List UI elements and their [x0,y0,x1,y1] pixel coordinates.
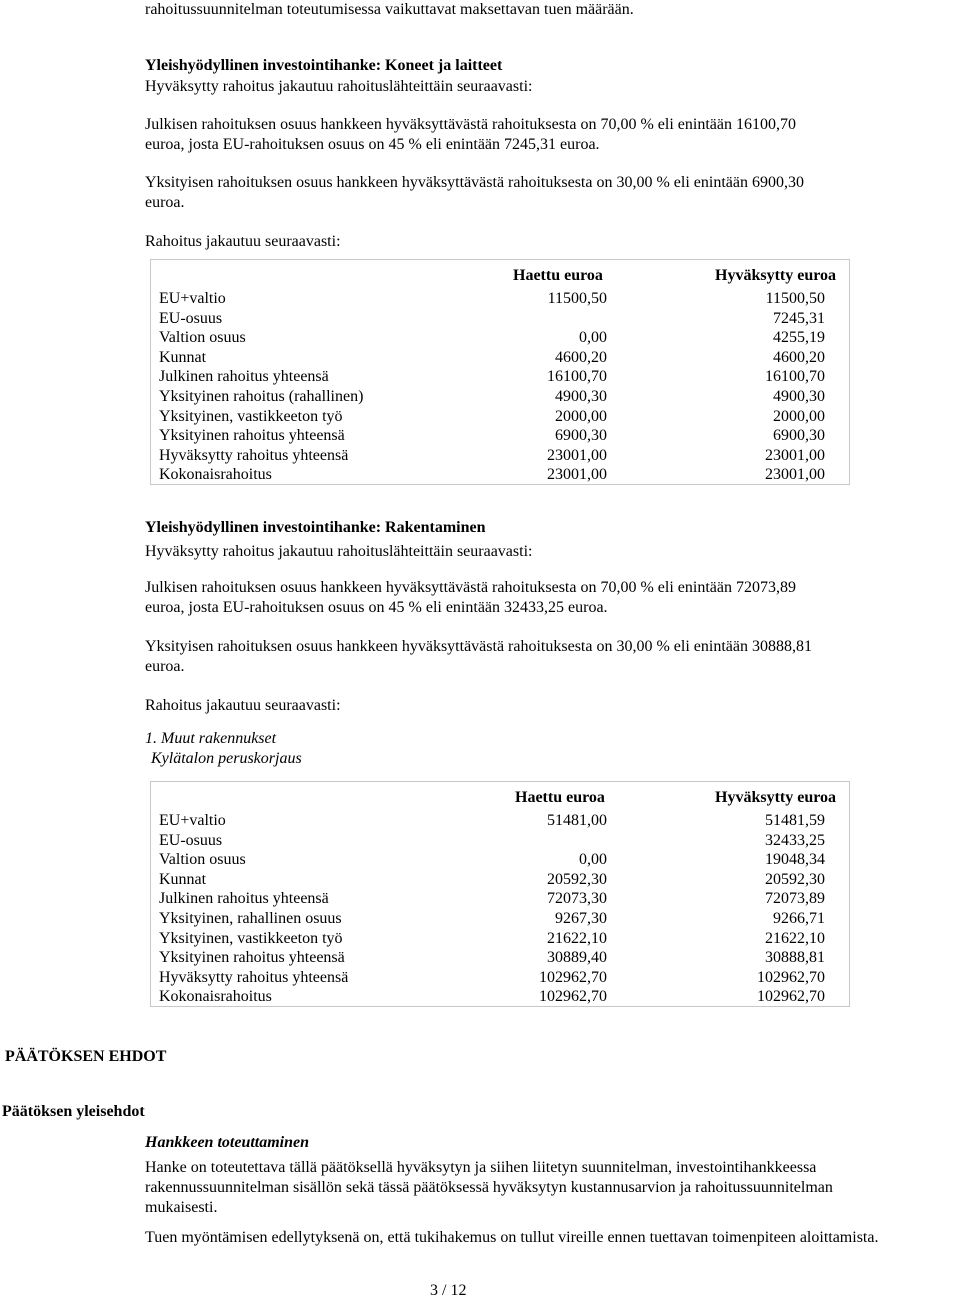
implementation-line2: rakennussuunnitelman sisällön sekä tässä päätöksessä hyväksytyn kustannusarvion ja rahoitussuunnitelman [145,1179,833,1196]
row-haettu-value: 0,00 [579,329,607,347]
row-label: Kokonaisrahoitus [159,988,272,1006]
table-row [151,811,849,831]
table-row [151,929,849,949]
col-header-haettu: Haettu euroa [515,789,605,806]
row-hyvaksytty-value: 9266,71 [773,910,825,927]
table-row [151,328,849,348]
row-hyvaksytty-value: 20592,30 [765,870,825,888]
row-haettu-value: 4600,20 [555,348,607,366]
row-label: Valtion osuus [159,851,246,869]
row-hyvaksytty-value: 102962,70 [757,968,825,986]
row-haettu-value: 72073,30 [547,890,607,908]
row-label: Julkinen rahoitus yhteensä [159,890,329,908]
row-label: EU+valtio [159,290,226,307]
table-row [151,446,849,466]
funding-table-construction [150,781,850,1007]
row-hyvaksytty-value: 4600,20 [773,348,825,366]
row-label: Kokonaisrahoitus [159,466,272,484]
row-haettu-value: 51481,00 [547,812,607,829]
row-haettu-value: 2000,00 [555,407,607,425]
row-label: EU-osuus [159,309,223,327]
row-hyvaksytty-value: 21622,10 [765,929,825,947]
row-hyvaksytty-value: 19048,34 [765,851,825,869]
row-label: Yksityinen rahoitus yhteensä [159,427,345,445]
row-hyvaksytty-value: 23001,00 [765,446,825,464]
page-total: 12 [450,1282,467,1299]
col-header-hyvaksytty: Hyväksytty euroa [715,267,837,284]
row-haettu-value: 9267,30 [555,910,607,927]
row-hyvaksytty-value: 51481,59 [765,812,825,829]
row-haettu-value: 4900,30 [555,388,607,405]
row-hyvaksytty-value: 4900,30 [773,388,825,405]
row-haettu-value: 102962,70 [539,988,607,1006]
table-row [151,367,849,387]
table-row [151,987,849,1007]
section-subheading: Hyväksytty rahoitus jakautuu rahoituslähteittäin seuraavasti: [145,78,533,95]
implementation-title: Hankkeen toteuttaminen [145,1134,310,1151]
row-label: Yksityinen, vastikkeeton työ [159,407,343,425]
item-subtitle: Kylätalon peruskorjaus [151,750,302,767]
row-label: Yksityinen, vastikkeeton työ [159,929,343,947]
row-label: Kunnat [159,348,207,366]
page-separator: / [442,1282,451,1299]
row-hyvaksytty-value: 102962,70 [757,988,825,1006]
row-haettu-value: 23001,00 [547,466,607,484]
row-label: Kunnat [159,870,207,888]
row-label: Yksityinen rahoitus yhteensä [159,949,345,967]
table-row [151,870,849,890]
row-haettu-value: 11500,50 [547,290,607,307]
row-label: Hyväksytty rahoitus yhteensä [159,446,349,464]
section-subheading: Hyväksytty rahoitus jakautuu rahoituslähteittäin seuraavasti: [145,543,533,560]
row-haettu-value: 16100,70 [547,368,607,386]
row-hyvaksytty-value: 32433,25 [765,831,825,849]
table-row [151,289,849,309]
row-hyvaksytty-value: 23001,00 [765,466,825,484]
row-hyvaksytty-value: 16100,70 [765,368,825,386]
row-hyvaksytty-value: 11500,50 [765,290,825,307]
private-funding-line2: euroa. [145,194,185,211]
row-label: Hyväksytty rahoitus yhteensä [159,968,349,986]
row-hyvaksytty-value: 30888,81 [765,949,825,967]
row-hyvaksytty-value: 4255,19 [773,329,825,347]
row-haettu-value: 21622,10 [547,929,607,947]
page-number [430,1281,466,1301]
item-title: 1. Muut rakennukset [145,730,277,747]
funding-table-machines [150,259,850,485]
row-label: EU+valtio [159,812,226,829]
continuation-line: rahoitussuunnitelman toteutumisessa vaikuttavat maksettavan tuen määrään. [145,1,634,18]
row-haettu-value: 0,00 [579,851,607,869]
row-label: Yksityinen rahoitus (rahallinen) [159,388,364,405]
table-row [151,850,849,870]
table-row [151,889,849,909]
implementation-line3: mukaisesti. [145,1199,218,1216]
public-funding-line1: Julkisen rahoituksen osuus hankkeen hyväksyttävästä rahoituksesta on 70,00 % eli enintään 16100,70 [145,116,796,133]
private-funding-line1: Yksityisen rahoituksen osuus hankkeen hyväksyttävästä rahoituksesta on 30,00 % eli enintään 6900,30 [145,174,804,191]
row-haettu-value: 20592,30 [547,870,607,888]
row-hyvaksytty-value: 72073,89 [765,890,825,908]
table-row [151,465,849,485]
implementation-line1: Hanke on toteutettava tällä päätöksellä hyväksytyn ja siihen liitetyn suunnitelman, investointihankkeessa [145,1159,817,1176]
table-row [151,831,849,851]
split-label: Rahoitus jakautuu seuraavasti: [145,233,341,250]
table-row [151,948,849,968]
table-row [151,407,849,427]
table-row [151,348,849,368]
section-heading-machines: Yleishyödyllinen investointihanke: Koneet ja laitteet [145,57,503,74]
public-funding-line1: Julkisen rahoituksen osuus hankkeen hyväksyttävästä rahoituksesta on 70,00 % eli enintään 72073,89 [145,579,796,596]
decision-subheading: Päätöksen yleisehdot [2,1103,145,1120]
col-header-haettu: Haettu euroa [513,267,603,284]
decision-heading: PÄÄTÖKSEN EHDOT [5,1048,167,1065]
row-haettu-value: 23001,00 [547,446,607,464]
public-funding-line2: euroa, josta EU-rahoituksen osuus on 45 % eli enintään 32433,25 euroa. [145,599,608,616]
table-row [151,387,849,407]
section-heading-construction: Yleishyödyllinen investointihanke: Rakentaminen [145,519,486,536]
private-funding-line2: euroa. [145,658,185,675]
table-row [151,426,849,446]
row-label: Yksityinen, rahallinen osuus [159,910,342,927]
row-haettu-value: 102962,70 [539,968,607,986]
table-row [151,968,849,988]
row-haettu-value: 30889,40 [547,949,607,967]
split-label: Rahoitus jakautuu seuraavasti: [145,697,341,714]
col-header-hyvaksytty: Hyväksytty euroa [715,789,837,806]
row-haettu-value: 6900,30 [555,427,607,445]
row-label: Valtion osuus [159,329,246,347]
public-funding-line2: euroa, josta EU-rahoituksen osuus on 45 % eli enintään 7245,31 euroa. [145,136,600,153]
row-label: Julkinen rahoitus yhteensä [159,368,329,386]
row-hyvaksytty-value: 2000,00 [773,407,825,425]
row-hyvaksytty-value: 6900,30 [773,427,825,445]
private-funding-line1: Yksityisen rahoituksen osuus hankkeen hyväksyttävästä rahoituksesta on 30,00 % eli enintään 30888,81 [145,638,812,655]
table-row [151,309,849,329]
row-hyvaksytty-value: 7245,31 [773,309,825,327]
table-row [151,909,849,929]
condition-line: Tuen myöntämisen edellytyksenä on, että tukihakemus on tullut vireille ennen tuettavan toimenpiteen aloittamista. [145,1229,879,1246]
row-label: EU-osuus [159,831,223,849]
page-current: 3 [430,1282,438,1299]
